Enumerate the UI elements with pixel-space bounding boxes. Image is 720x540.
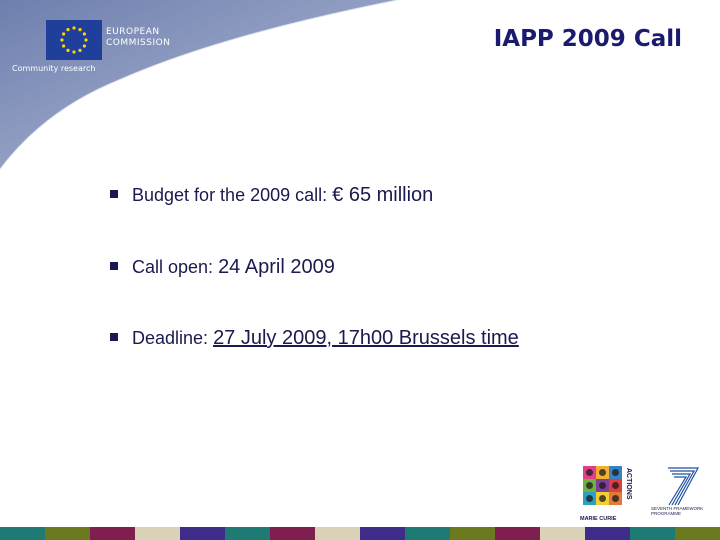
- eu-flag-logo: [46, 20, 102, 60]
- fp7-logo-icon: [654, 465, 702, 507]
- footer-stripe-10: [450, 527, 495, 540]
- footer-stripe-14: [630, 527, 675, 540]
- footer-stripe-12: [540, 527, 585, 540]
- footer-stripe-4: [180, 527, 225, 540]
- footer-stripe-1: [45, 527, 90, 540]
- footer-stripe-7: [315, 527, 360, 540]
- org-line2: COMMISSION: [106, 38, 171, 48]
- org-subtitle: Community research: [12, 64, 96, 73]
- marie-curie-logo-icon: [583, 466, 639, 518]
- bullet-label: Deadline:: [132, 328, 214, 348]
- bullet-value: 24 April 2009: [218, 256, 335, 278]
- page-title: IAPP 2009 Call: [493, 26, 682, 52]
- footer-stripe-15: [675, 527, 720, 540]
- eu-stars-icon: [46, 20, 102, 60]
- fp7-text: [651, 506, 703, 516]
- bullet-call-open: [110, 256, 335, 279]
- bullet-deadline: [110, 327, 519, 350]
- footer-stripe-8: [360, 527, 405, 540]
- marie-curie-side-text: ACTIONS: [625, 468, 632, 500]
- footer-stripe-13: [585, 527, 630, 540]
- bullet-label: Call open:: [132, 257, 219, 277]
- bullet-square-icon: [110, 190, 118, 198]
- bullet-value: € 65 million: [332, 184, 434, 206]
- bullet-budget: [110, 184, 433, 207]
- bullet-square-icon: [110, 262, 118, 270]
- footer-stripe-6: [270, 527, 315, 540]
- footer-stripe-5: [225, 527, 270, 540]
- bullet-label: Budget for the 2009 call:: [132, 185, 333, 205]
- bullet-value: 27 July 2009, 17h00 Brussels time: [213, 327, 519, 349]
- footer-stripe-3: [135, 527, 180, 540]
- org-line1: EUROPEAN: [106, 27, 160, 37]
- footer-stripe-0: [0, 527, 45, 540]
- footer-stripe-9: [405, 527, 450, 540]
- marie-curie-text: MARIE CURIE: [580, 516, 617, 522]
- footer-color-strip: [0, 527, 720, 540]
- footer-stripe-11: [495, 527, 540, 540]
- footer-stripe-2: [90, 527, 135, 540]
- fp7-line2: PROGRAMME: [651, 511, 682, 516]
- eu-org-name: [106, 27, 170, 49]
- bullet-square-icon: [110, 333, 118, 341]
- fp7-line1: SEVENTH FRAMEWORK: [651, 506, 704, 511]
